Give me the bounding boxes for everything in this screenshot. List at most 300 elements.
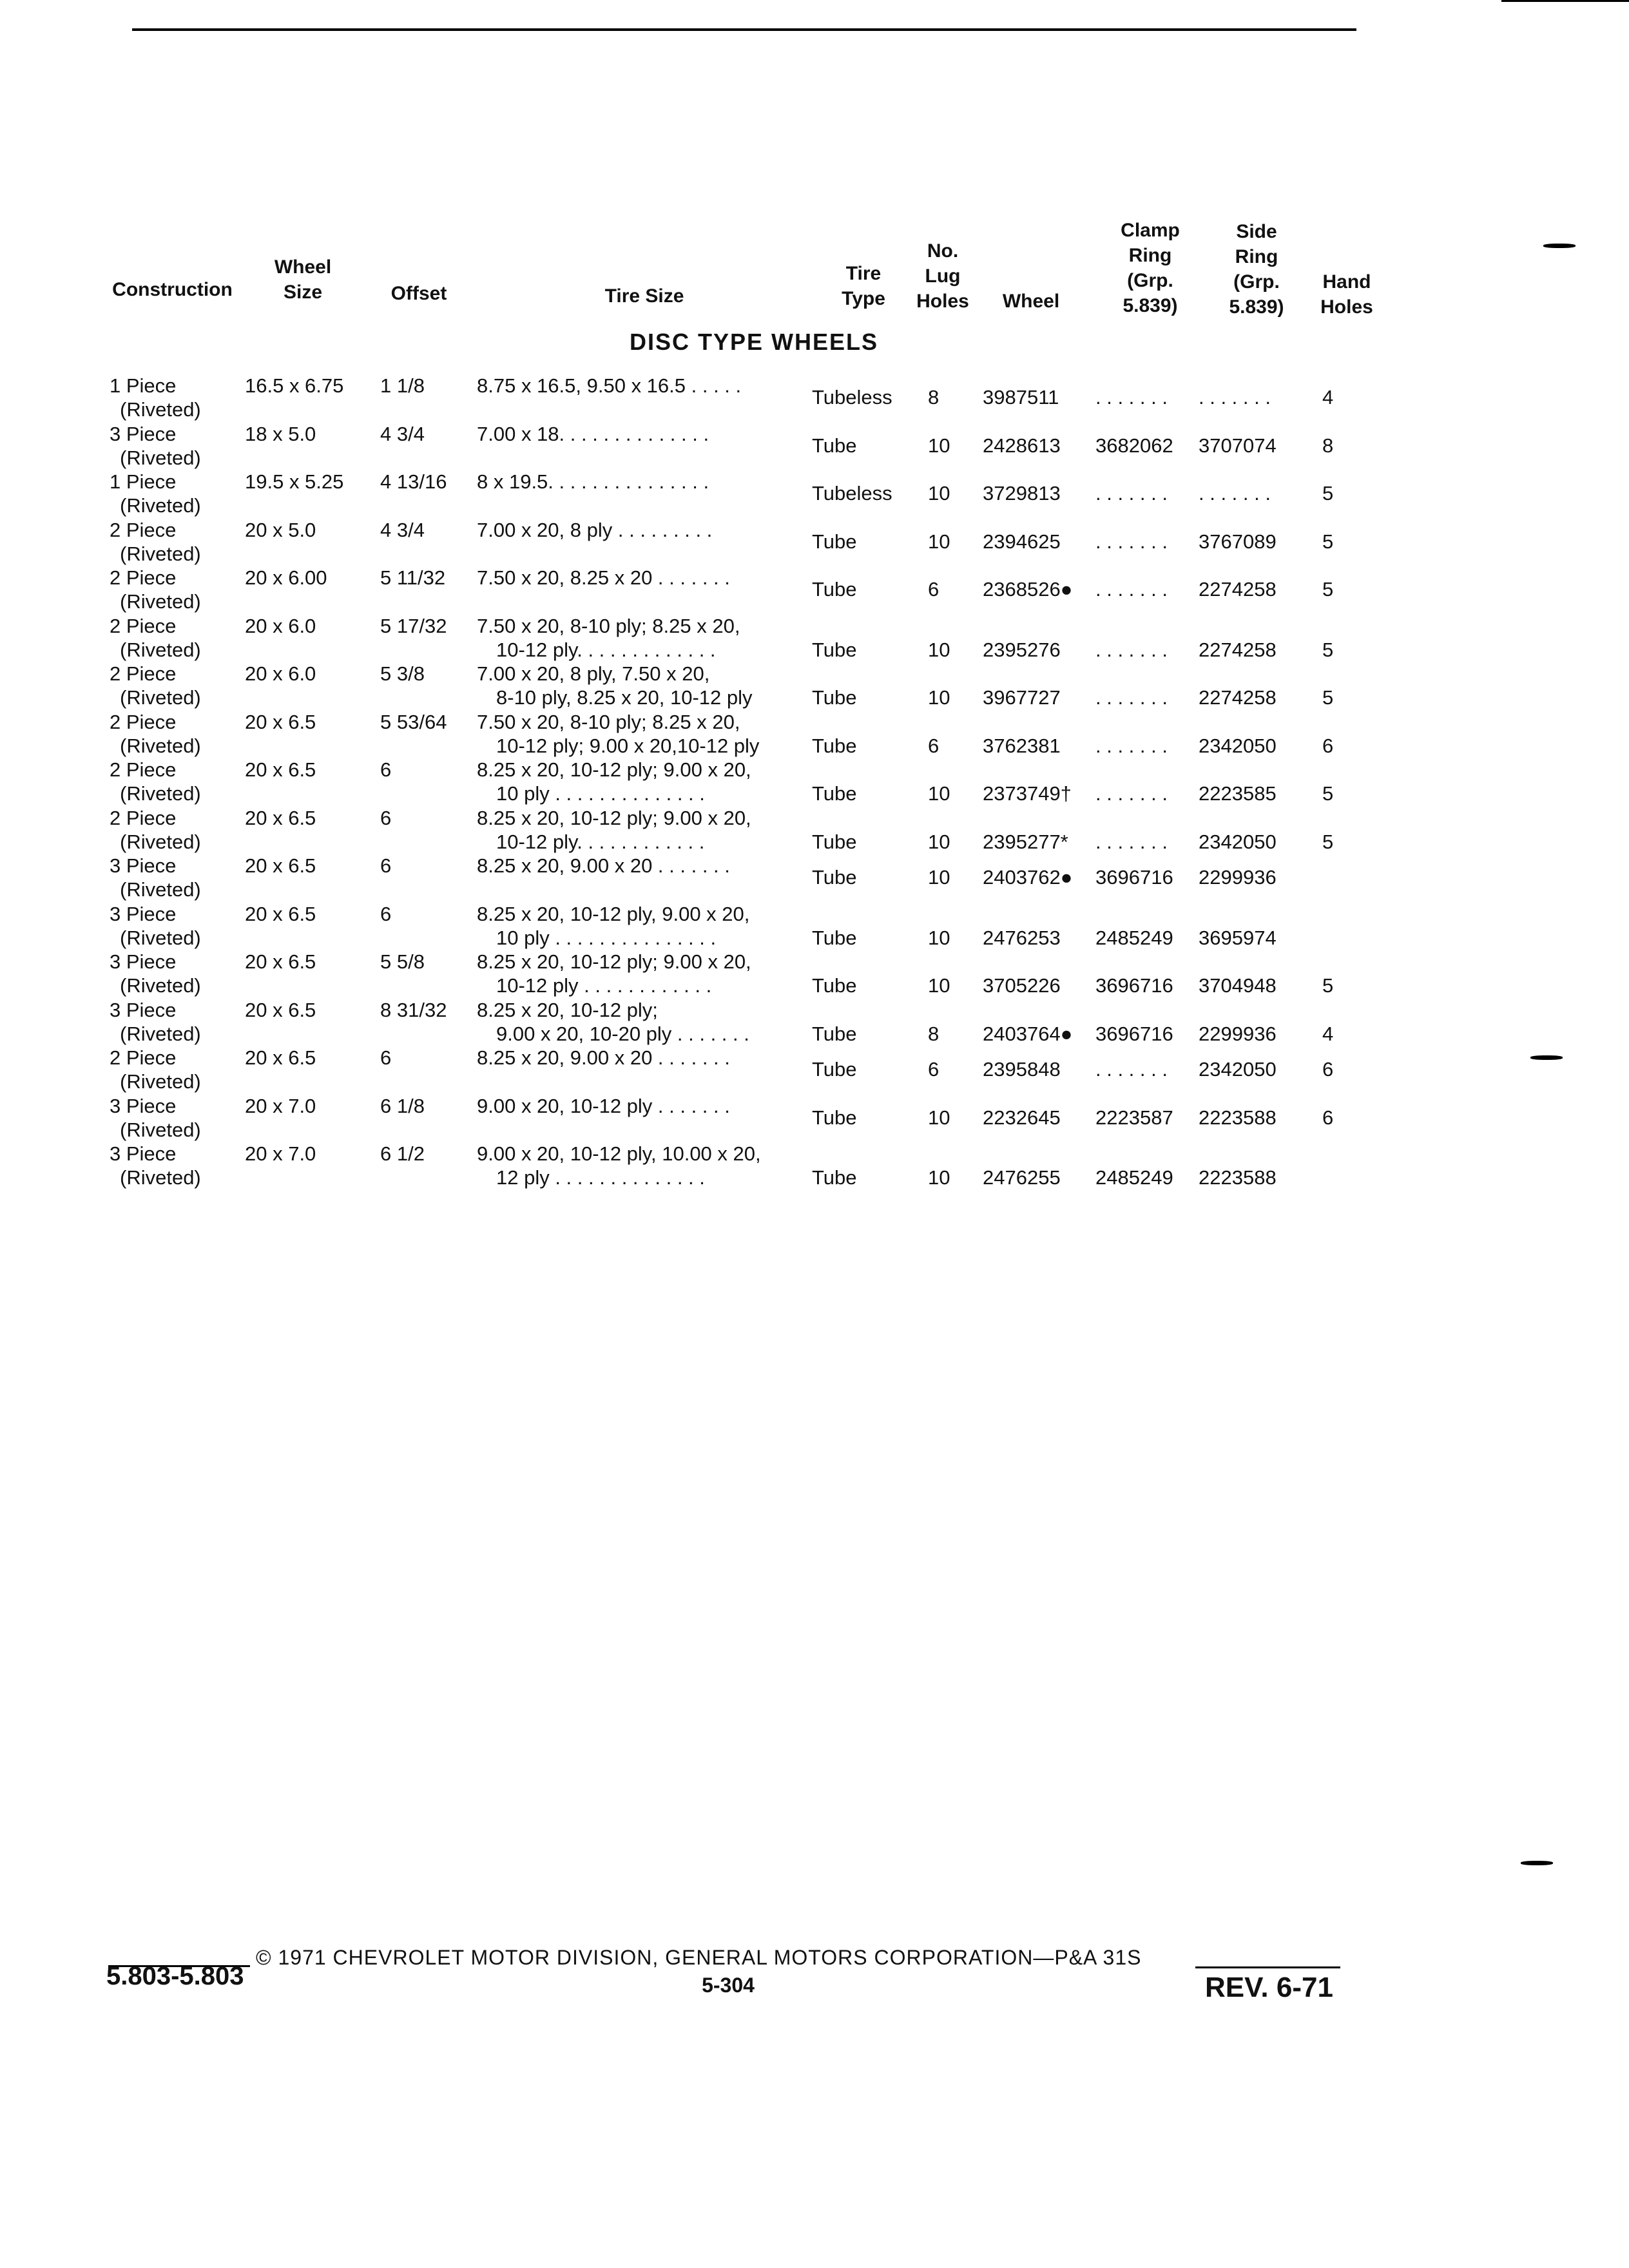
wheel-size-value: 20 x 6.0	[245, 662, 316, 685]
wheel-size-cell	[245, 662, 316, 686]
offset-value: 1 1/8	[380, 374, 425, 397]
header-lug-holes: No. Lug Holes	[916, 240, 969, 312]
wheel-size-cell	[245, 710, 316, 734]
construction-type: 2 Piece	[110, 710, 177, 733]
offset-value: 6	[380, 806, 392, 829]
wheel-size-value: 19.5 x 5.25	[245, 470, 344, 493]
offset-value: 6	[380, 758, 392, 781]
construction-cell	[110, 518, 201, 566]
wheel-size-value: 20 x 6.00	[245, 566, 327, 589]
tire-size-cell	[477, 1142, 761, 1189]
hand-holes-cell	[1322, 577, 1333, 601]
offset-cell	[380, 374, 425, 398]
tire-size-cell	[477, 566, 730, 590]
hand-holes-value: 6	[1322, 1058, 1334, 1081]
offset-cell	[380, 662, 425, 686]
tire-type-value: Tube	[812, 782, 857, 805]
wheel-size-value: 20 x 6.5	[245, 806, 316, 829]
table-row	[0, 470, 1629, 517]
clamp-ring-part-number: . . . . . . .	[1095, 830, 1168, 853]
lug-holes-cell	[928, 638, 950, 662]
header-tire-type: Tire Type	[842, 263, 885, 309]
construction-type: 1 Piece	[110, 374, 177, 397]
wheel-size-cell	[245, 566, 327, 590]
wheel-part-number: 2476255	[983, 1166, 1061, 1189]
construction-note: (Riveted)	[120, 542, 201, 565]
tire-type-cell	[812, 1166, 857, 1189]
wheel-part-number: 3729813	[983, 482, 1061, 505]
tire-size-line: 8.25 x 20, 10-12 ply; 9.00 x 20,	[477, 806, 751, 829]
offset-cell	[380, 998, 447, 1022]
table-row	[0, 854, 1629, 901]
tire-size-line: 8-10 ply, 8.25 x 20, 10-12 ply	[496, 686, 753, 709]
table-row	[0, 614, 1629, 662]
wheel-part-number: 2395848	[983, 1058, 1061, 1081]
wheel-part-cell	[983, 1022, 1072, 1046]
construction-cell	[110, 902, 201, 950]
offset-cell	[380, 902, 391, 926]
hand-holes-cell	[1322, 1106, 1333, 1129]
offset-value: 4 3/4	[380, 518, 425, 541]
tire-type-cell	[812, 865, 857, 889]
tire-size-line: 7.50 x 20, 8-10 ply; 8.25 x 20,	[477, 614, 740, 637]
hand-holes-cell	[1322, 434, 1333, 457]
tire-type-cell	[812, 1057, 857, 1081]
offset-value: 4 3/4	[380, 422, 425, 445]
offset-cell	[380, 518, 425, 542]
wheel-part-number: 2428613	[983, 434, 1061, 457]
construction-note: (Riveted)	[120, 494, 201, 517]
clamp-ring-part-number: . . . . . . .	[1095, 782, 1168, 805]
tire-size-line: 8.25 x 20, 9.00 x 20 . . . . . . .	[477, 1046, 730, 1069]
table-row	[0, 662, 1629, 709]
side-ring-part-number: 2274258	[1199, 686, 1277, 709]
tire-size-line: 10 ply . . . . . . . . . . . . . .	[496, 782, 705, 805]
clamp-ring-cell	[1095, 577, 1168, 601]
hand-holes-cell	[1322, 1057, 1333, 1081]
lug-holes-value: 10	[928, 1166, 950, 1189]
construction-note: (Riveted)	[120, 398, 201, 421]
tire-size-line: 9.00 x 20, 10-12 ply, 10.00 x 20,	[477, 1142, 761, 1165]
clamp-ring-cell	[1095, 638, 1168, 662]
tire-size-line: 8.25 x 20, 10-12 ply;	[477, 998, 658, 1021]
offset-cell	[380, 854, 391, 878]
offset-cell	[380, 566, 445, 590]
tire-type-cell	[812, 734, 857, 758]
wheel-size-cell	[245, 1046, 316, 1070]
side-ring-part-number: 3767089	[1199, 530, 1277, 553]
hand-holes-value: 5	[1322, 974, 1334, 997]
wheel-part-cell	[983, 1106, 1061, 1129]
clamp-ring-cell	[1095, 686, 1168, 709]
header-construction: Construction	[112, 279, 233, 300]
tire-size-line: 8.25 x 20, 9.00 x 20 . . . . . . .	[477, 854, 730, 877]
offset-cell	[380, 1094, 425, 1118]
table-row	[0, 1046, 1629, 1093]
construction-type: 2 Piece	[110, 662, 177, 685]
wheel-part-cell	[983, 434, 1061, 457]
construction-type: 3 Piece	[110, 902, 177, 925]
wheel-part-number: 2394625	[983, 530, 1061, 553]
footer-section-ref: 5.803-5.803	[106, 1962, 244, 1990]
side-ring-cell	[1199, 1166, 1277, 1189]
table-row	[0, 518, 1629, 566]
lug-holes-value: 6	[928, 578, 940, 601]
wheel-part-number: 2476253	[983, 926, 1061, 949]
side-ring-cell	[1199, 734, 1277, 758]
tire-size-cell	[477, 518, 712, 542]
offset-value: 6	[380, 854, 392, 877]
hand-holes-value: 4	[1322, 1022, 1334, 1045]
construction-type: 2 Piece	[110, 1046, 177, 1069]
hand-holes-cell	[1322, 530, 1333, 553]
side-ring-cell	[1199, 530, 1277, 553]
hand-holes-value: 5	[1322, 530, 1334, 553]
tire-type-cell	[812, 577, 857, 601]
tire-type-cell	[812, 974, 857, 997]
lug-holes-cell	[928, 974, 950, 997]
lug-holes-cell	[928, 1022, 939, 1046]
wheel-size-cell	[245, 758, 316, 782]
footer-page-number: 5-304	[702, 1974, 755, 1997]
table-row	[0, 758, 1629, 805]
wheel-size-value: 20 x 6.5	[245, 1046, 316, 1069]
tire-size-cell	[477, 662, 753, 709]
clamp-ring-cell	[1095, 530, 1168, 553]
tire-type-cell	[812, 926, 857, 950]
tire-size-cell	[477, 854, 730, 878]
wheel-size-cell	[245, 806, 316, 830]
offset-cell	[380, 806, 391, 830]
lug-holes-cell	[928, 1166, 950, 1189]
tire-size-line: 10-12 ply. . . . . . . . . . . .	[496, 830, 705, 853]
lug-holes-cell	[928, 830, 950, 854]
offset-value: 5 53/64	[380, 710, 447, 733]
wheel-size-cell	[245, 854, 316, 878]
header-clamp-ring: Clamp Ring (Grp. 5.839)	[1121, 220, 1180, 316]
side-ring-cell	[1199, 1057, 1277, 1081]
table-row	[0, 1142, 1629, 1189]
tire-size-line: 12 ply . . . . . . . . . . . . . .	[496, 1166, 705, 1189]
tire-size-line: 7.00 x 20, 8 ply, 7.50 x 20,	[477, 662, 710, 685]
wheel-part-cell	[983, 385, 1059, 409]
lug-holes-cell	[928, 1106, 950, 1129]
wheel-size-value: 20 x 7.0	[245, 1142, 316, 1165]
wheel-part-number: 2373749†	[983, 782, 1072, 805]
wheel-part-cell	[983, 481, 1061, 505]
clamp-ring-cell	[1095, 1106, 1173, 1129]
offset-value: 6	[380, 902, 392, 925]
side-ring-cell	[1199, 385, 1271, 409]
lug-holes-cell	[928, 686, 950, 709]
offset-value: 8 31/32	[380, 998, 447, 1021]
hand-holes-value: 5	[1322, 638, 1334, 661]
binding-mark	[1521, 1861, 1553, 1865]
wheel-part-cell	[983, 530, 1061, 553]
wheel-part-number: 3762381	[983, 734, 1061, 757]
side-ring-part-number: 2223588	[1199, 1166, 1277, 1189]
offset-cell	[380, 950, 425, 974]
side-ring-part-number: 2342050	[1199, 830, 1277, 853]
clamp-ring-part-number: . . . . . . .	[1095, 482, 1168, 505]
side-ring-part-number: 3704948	[1199, 974, 1277, 997]
lug-holes-value: 10	[928, 974, 950, 997]
offset-cell	[380, 758, 391, 782]
construction-type: 2 Piece	[110, 806, 177, 829]
side-ring-cell	[1199, 638, 1277, 662]
wheel-part-cell	[983, 926, 1061, 950]
tire-size-cell	[477, 902, 749, 950]
construction-cell	[110, 950, 201, 997]
header-side-ring: Side Ring (Grp. 5.839)	[1229, 221, 1284, 318]
side-ring-cell	[1199, 974, 1277, 997]
lug-holes-value: 10	[928, 830, 950, 853]
construction-note: (Riveted)	[120, 878, 201, 901]
offset-value: 5 17/32	[380, 614, 447, 637]
wheel-size-cell	[245, 374, 343, 398]
hand-holes-cell	[1322, 782, 1333, 805]
wheel-size-value: 20 x 5.0	[245, 518, 316, 541]
hand-holes-cell	[1322, 734, 1333, 758]
table-row	[0, 806, 1629, 854]
construction-cell	[110, 614, 201, 662]
clamp-ring-part-number: . . . . . . .	[1095, 530, 1168, 553]
wheel-size-cell	[245, 1142, 316, 1166]
side-ring-part-number: 2274258	[1199, 638, 1277, 661]
tire-type-value: Tube	[812, 926, 857, 949]
clamp-ring-part-number: 2223587	[1095, 1106, 1173, 1129]
header-offset: Offset	[390, 283, 447, 304]
tire-type-cell	[812, 1106, 857, 1129]
hand-holes-cell	[1322, 481, 1333, 505]
lug-holes-value: 10	[928, 686, 950, 709]
table-row	[0, 566, 1629, 613]
wheel-part-number: 2395276	[983, 638, 1061, 661]
table-row	[0, 1094, 1629, 1142]
clamp-ring-part-number: . . . . . . .	[1095, 1058, 1168, 1081]
header-hand-holes: Hand Holes	[1320, 271, 1373, 318]
lug-holes-cell	[928, 530, 950, 553]
tire-size-line: 8 x 19.5. . . . . . . . . . . . . . .	[477, 470, 709, 493]
hand-holes-value: 5	[1322, 782, 1334, 805]
side-ring-part-number: 2299936	[1199, 866, 1277, 889]
hand-holes-cell	[1322, 686, 1333, 709]
offset-cell	[380, 1142, 425, 1166]
construction-note: (Riveted)	[120, 1118, 201, 1141]
wheel-part-number: 2368526●	[983, 578, 1073, 601]
tire-size-line: 7.50 x 20, 8-10 ply; 8.25 x 20,	[477, 710, 740, 733]
construction-type: 2 Piece	[110, 518, 177, 541]
wheel-part-number: 2395277*	[983, 830, 1068, 853]
wheel-part-number: 3987511	[983, 386, 1059, 408]
tire-size-line: 8.25 x 20, 10-12 ply; 9.00 x 20,	[477, 950, 751, 973]
wheel-size-value: 16.5 x 6.75	[245, 374, 344, 397]
wheel-size-value: 20 x 6.5	[245, 998, 316, 1021]
wheel-part-cell	[983, 686, 1061, 709]
footer-copyright: © 1971 CHEVROLET MOTOR DIVISION, GENERAL MOTORS CORPORATION—P&A 31S	[256, 1946, 1142, 1969]
clamp-ring-cell	[1095, 926, 1173, 950]
tire-type-value: Tube	[812, 1106, 857, 1129]
clamp-ring-cell	[1095, 865, 1173, 889]
lug-holes-cell	[928, 734, 939, 758]
tire-type-value: Tube	[812, 1058, 857, 1081]
clamp-ring-part-number: 3696716	[1095, 974, 1173, 997]
construction-note: (Riveted)	[120, 638, 201, 661]
clamp-ring-cell	[1095, 385, 1168, 409]
construction-type: 2 Piece	[110, 758, 177, 781]
offset-cell	[380, 470, 447, 494]
wheel-part-cell	[983, 865, 1072, 889]
tire-type-value: Tube	[812, 974, 857, 997]
hand-holes-value: 5	[1322, 578, 1334, 601]
lug-holes-value: 10	[928, 530, 950, 553]
tire-type-value: Tube	[812, 1166, 857, 1189]
clamp-ring-part-number: 3696716	[1095, 1022, 1173, 1045]
clamp-ring-cell	[1095, 782, 1168, 805]
lug-holes-cell	[928, 865, 950, 889]
construction-cell	[110, 710, 201, 758]
wheel-size-cell	[245, 614, 316, 638]
construction-cell	[110, 1142, 201, 1189]
clamp-ring-part-number: 2485249	[1095, 926, 1173, 949]
tire-type-cell	[812, 481, 892, 505]
top-rule	[132, 28, 1356, 31]
corner-rule	[1501, 0, 1629, 2]
tire-size-line: 8.25 x 20, 10-12 ply, 9.00 x 20,	[477, 902, 750, 925]
tire-type-value: Tubeless	[812, 386, 892, 408]
tire-type-value: Tube	[812, 830, 857, 853]
lug-holes-value: 10	[928, 866, 950, 889]
clamp-ring-part-number: . . . . . . .	[1095, 638, 1168, 661]
side-ring-part-number: 2299936	[1199, 1022, 1277, 1045]
side-ring-part-number: 2274258	[1199, 578, 1277, 601]
wheel-size-value: 20 x 6.5	[245, 902, 316, 925]
tire-size-cell	[477, 998, 749, 1046]
wheel-part-number: 2232645	[983, 1106, 1061, 1129]
header-tire-size: Tire Size	[604, 285, 684, 307]
tire-size-cell	[477, 950, 751, 997]
hand-holes-value: 4	[1322, 386, 1334, 408]
side-ring-cell	[1199, 865, 1277, 889]
construction-cell	[110, 374, 201, 421]
lug-holes-cell	[928, 577, 939, 601]
tire-size-cell	[477, 710, 759, 758]
clamp-ring-cell	[1095, 1166, 1173, 1189]
wheel-size-value: 20 x 6.0	[245, 614, 316, 637]
table-row	[0, 422, 1629, 470]
tire-type-cell	[812, 530, 857, 553]
side-ring-part-number: . . . . . . .	[1199, 386, 1271, 408]
side-ring-part-number: 3707074	[1199, 434, 1277, 457]
lug-holes-cell	[928, 434, 950, 457]
side-ring-part-number: 2223588	[1199, 1106, 1277, 1129]
side-ring-cell	[1199, 1022, 1277, 1046]
wheel-size-value: 20 x 7.0	[245, 1094, 316, 1117]
construction-note: (Riveted)	[120, 734, 201, 757]
side-ring-cell	[1199, 926, 1277, 950]
clamp-ring-cell	[1095, 830, 1168, 854]
construction-note: (Riveted)	[120, 446, 201, 469]
hand-holes-value: 5	[1322, 686, 1334, 709]
construction-cell	[110, 854, 201, 901]
clamp-ring-cell	[1095, 1057, 1168, 1081]
construction-type: 3 Piece	[110, 422, 177, 445]
construction-cell	[110, 1046, 201, 1093]
tire-type-value: Tube	[812, 686, 857, 709]
tire-size-cell	[477, 806, 751, 854]
wheel-part-number: 2403764●	[983, 1022, 1073, 1045]
wheel-size-value: 20 x 6.5	[245, 854, 316, 877]
construction-type: 3 Piece	[110, 950, 177, 973]
offset-cell	[380, 614, 447, 638]
wheel-part-cell	[983, 782, 1072, 805]
tire-type-value: Tube	[812, 530, 857, 553]
lug-holes-cell	[928, 481, 950, 505]
clamp-ring-cell	[1095, 1022, 1173, 1046]
wheel-part-number: 3967727	[983, 686, 1061, 709]
tire-size-line: 10 ply . . . . . . . . . . . . . . .	[496, 926, 717, 949]
lug-holes-value: 10	[928, 782, 950, 805]
clamp-ring-part-number: . . . . . . .	[1095, 686, 1168, 709]
construction-cell	[110, 662, 201, 709]
binding-mark	[1543, 244, 1576, 248]
tire-size-cell	[477, 758, 751, 805]
wheel-size-cell	[245, 902, 316, 926]
wheel-size-cell	[245, 950, 316, 974]
clamp-ring-cell	[1095, 481, 1168, 505]
lug-holes-value: 10	[928, 1106, 950, 1129]
hand-holes-value: 5	[1322, 830, 1334, 853]
construction-type: 3 Piece	[110, 1094, 177, 1117]
tire-size-line: 7.50 x 20, 8.25 x 20 . . . . . . .	[477, 566, 730, 589]
wheel-size-cell	[245, 998, 316, 1022]
tire-size-line: 8.75 x 16.5, 9.50 x 16.5 . . . . .	[477, 374, 742, 397]
tire-size-line: 7.00 x 18. . . . . . . . . . . . . .	[477, 422, 709, 445]
lug-holes-value: 10	[928, 482, 950, 505]
construction-type: 3 Piece	[110, 998, 177, 1021]
table-row	[0, 950, 1629, 997]
header-wheel-size: Wheel Size	[274, 256, 332, 303]
tire-type-cell	[812, 638, 857, 662]
footer-revision: REV. 6-71	[1205, 1972, 1333, 2003]
offset-cell	[380, 422, 425, 446]
construction-note: (Riveted)	[120, 590, 201, 613]
clamp-ring-part-number: 3682062	[1095, 434, 1173, 457]
construction-cell	[110, 470, 201, 517]
tire-size-cell	[477, 614, 740, 662]
table-row	[0, 374, 1629, 421]
construction-note: (Riveted)	[120, 1022, 201, 1045]
lug-holes-cell	[928, 782, 950, 805]
wheel-size-cell	[245, 422, 316, 446]
offset-value: 6	[380, 1046, 392, 1069]
side-ring-part-number: 2223585	[1199, 782, 1277, 805]
hand-holes-cell	[1322, 385, 1333, 409]
tire-size-cell	[477, 374, 741, 398]
lug-holes-value: 10	[928, 434, 950, 457]
tire-type-value: Tubeless	[812, 482, 892, 505]
clamp-ring-cell	[1095, 434, 1173, 457]
tire-size-line: 10-12 ply . . . . . . . . . . . .	[496, 974, 712, 997]
offset-value: 5 5/8	[380, 950, 425, 973]
offset-cell	[380, 1046, 391, 1070]
footer-rule-right	[1195, 1966, 1340, 1968]
lug-holes-value: 10	[928, 638, 950, 661]
clamp-ring-cell	[1095, 974, 1173, 997]
construction-type: 3 Piece	[110, 854, 177, 877]
side-ring-cell	[1199, 577, 1277, 601]
tire-size-cell	[477, 470, 709, 494]
